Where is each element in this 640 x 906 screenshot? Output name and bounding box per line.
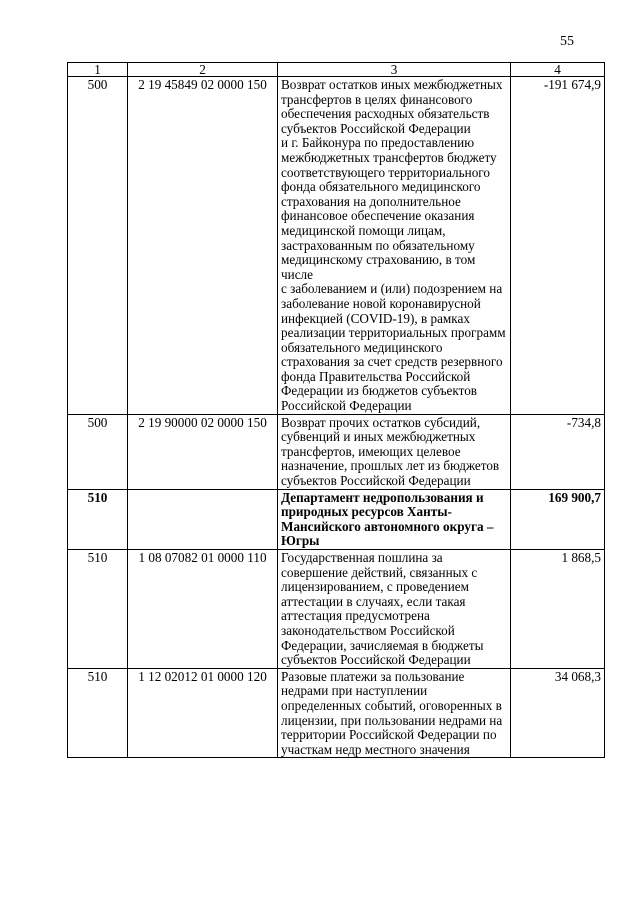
description-line: трансфертов в целях финансового xyxy=(281,91,473,107)
column-number-row xyxy=(68,63,605,77)
description-line: совершение действий, связанных с xyxy=(281,564,478,580)
description-line: аттестация предусмотрена xyxy=(281,608,430,624)
description-line: назначение, прошлых лет из бюджетов xyxy=(281,458,500,474)
budget-classification-code-cell: 1 12 02012 01 0000 120 xyxy=(128,668,278,758)
table-body xyxy=(68,77,605,758)
description-line: страхования за счет средств резервного xyxy=(281,354,503,370)
column-number-4: 4 xyxy=(511,63,605,77)
budget-table xyxy=(67,62,605,758)
description-line: трансфертов, имеющих целевое xyxy=(281,443,461,459)
description-line: и г. Байконура по предоставлению xyxy=(281,135,475,151)
budget-classification-code-cell: 2 19 90000 02 0000 150 xyxy=(128,414,278,489)
description-line: субъектов Российской Федерации xyxy=(281,473,471,489)
description-line: Разовые платежи за пользование xyxy=(281,668,465,684)
budget-classification-code-cell xyxy=(128,489,278,549)
description-line: с заболеванием и (или) подозрением на xyxy=(281,281,503,297)
description-line: соответствующего территориального xyxy=(281,164,490,180)
admin-code-cell: 510 xyxy=(68,550,128,669)
description-line: Возврат прочих остатков субсидий, xyxy=(281,414,481,430)
table-row xyxy=(68,77,605,415)
description-line: участкам недр местного значения xyxy=(281,741,470,757)
description-line: финансовое обеспечение оказания xyxy=(281,208,475,224)
description-line: обязательного медицинского xyxy=(281,339,443,355)
description-line: территории Российской Федерации по xyxy=(281,727,497,743)
description-cell xyxy=(278,77,511,415)
page-number: 55 xyxy=(560,34,574,49)
amount-cell: -191 674,9 xyxy=(511,77,605,415)
description-line: недрами при наступлении xyxy=(281,683,428,699)
description-line: субъектов Российской Федерации xyxy=(281,652,471,668)
admin-code-cell: 500 xyxy=(68,77,128,415)
description-cell xyxy=(278,550,511,669)
description-line: лицензированием, с проведением xyxy=(281,579,469,595)
column-number-3: 3 xyxy=(278,63,511,77)
description-line: реализации территориальных программ xyxy=(281,325,506,341)
column-number-1: 1 xyxy=(68,63,128,77)
description-line: природных ресурсов Ханты- xyxy=(281,504,452,520)
description-cell xyxy=(278,489,511,549)
amount-cell: 1 868,5 xyxy=(511,550,605,669)
description-line: субвенций и иных межбюджетных xyxy=(281,429,476,445)
admin-code-cell: 510 xyxy=(68,489,128,549)
description-line: аттестации в случаях, если такая xyxy=(281,593,466,609)
description-line: Государственная пошлина за xyxy=(281,550,443,565)
description-line: застрахованным по обязательному xyxy=(281,237,475,253)
description-line: медицинской помощи лицам, xyxy=(281,222,446,238)
description-line: заболевание новой коронавирусной xyxy=(281,295,481,311)
description-line: Возврат остатков иных межбюджетных xyxy=(281,77,503,92)
description-line: Российской Федерации xyxy=(281,398,412,414)
budget-classification-code-cell: 2 19 45849 02 0000 150 xyxy=(128,77,278,415)
description-line: определенных событий, оговоренных в xyxy=(281,697,502,713)
description-line: Департамент недропользования и xyxy=(281,489,484,505)
description-line: страхования на дополнительное xyxy=(281,193,461,209)
description-line: фонда обязательного медицинского xyxy=(281,179,481,195)
description-line: межбюджетных трансфертов бюджету xyxy=(281,149,497,165)
description-line: инфекцией (COVID-19), в рамках xyxy=(281,310,470,326)
table-row xyxy=(68,550,605,669)
description-line: Югры xyxy=(281,533,320,549)
amount-cell: 34 068,3 xyxy=(511,668,605,758)
table-row xyxy=(68,489,605,549)
description-line: Мансийского автономного округа – xyxy=(281,518,494,534)
description-line: лицензии, при пользовании недрами на xyxy=(281,712,503,728)
description-line: законодательством Российской xyxy=(281,622,455,638)
admin-code-cell: 500 xyxy=(68,414,128,489)
amount-cell: 169 900,7 xyxy=(511,489,605,549)
table-row xyxy=(68,668,605,758)
description-line: обеспечения расходных обязательств xyxy=(281,106,490,122)
table-row xyxy=(68,414,605,489)
budget-classification-code-cell: 1 08 07082 01 0000 110 xyxy=(128,550,278,669)
description-line: медицинскому страхованию, в том числе xyxy=(281,252,476,282)
description-line: субъектов Российской Федерации xyxy=(281,120,471,136)
column-number-2: 2 xyxy=(128,63,278,77)
description-line: Федерации, зачисляемая в бюджеты xyxy=(281,637,484,653)
admin-code-cell: 510 xyxy=(68,668,128,758)
description-line: фонда Правительства Российской xyxy=(281,368,471,384)
description-cell xyxy=(278,414,511,489)
description-line: Федерации из бюджетов субъектов xyxy=(281,383,478,399)
description-cell xyxy=(278,668,511,758)
amount-cell: -734,8 xyxy=(511,414,605,489)
